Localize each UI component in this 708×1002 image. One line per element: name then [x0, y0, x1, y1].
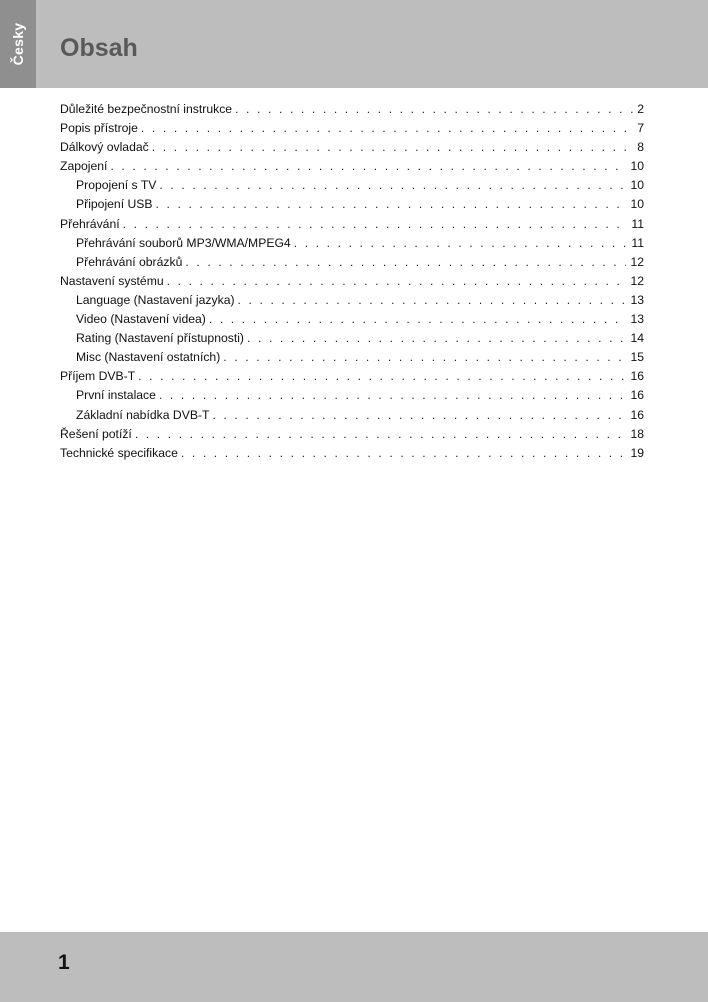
toc-dot-leader [185, 253, 626, 272]
toc-entry-title: Rating (Nastavení přístupnosti) [76, 331, 244, 346]
toc-entry[interactable] [60, 406, 644, 425]
toc-entry-page: 10 [630, 197, 644, 212]
toc-entry-title: Přehrávání obrázků [76, 254, 183, 269]
toc-entry-page: 19 [630, 445, 644, 460]
toc-entry-title: Důležité bezpečnostní instrukce [60, 102, 233, 116]
toc-dot-leader [159, 386, 627, 405]
toc-entry[interactable] [60, 176, 644, 195]
toc-entry-title: První instalace [76, 388, 156, 403]
toc-entry-page: 10 [630, 178, 644, 193]
toc-entry[interactable] [60, 195, 644, 214]
toc-entry-title: Řešení potíží [60, 426, 132, 441]
toc-dot-leader [181, 444, 627, 463]
page-number: 1 [58, 951, 70, 974]
toc-dot-leader [159, 176, 626, 195]
toc-entry-title: Popis přístroje [60, 121, 138, 136]
toc-dot-leader [156, 195, 627, 214]
toc-entry-page: 11 [631, 216, 644, 231]
toc-entry[interactable] [60, 425, 644, 444]
toc-entry-page: 12 [630, 273, 644, 288]
toc-entry-title: Dálkový ovladač [60, 140, 149, 155]
toc-entry-page: 10 [630, 159, 644, 174]
toc-dot-leader [138, 367, 626, 386]
toc-entry-title: Zapojení [60, 159, 108, 174]
toc-entry[interactable] [60, 272, 644, 291]
toc-entry-title: Language (Nastavení jazyka) [76, 292, 235, 307]
toc-entry[interactable] [60, 119, 644, 138]
toc-entry-page: 16 [630, 407, 644, 422]
toc-entry-page: 16 [630, 388, 644, 403]
toc-entry-title: Přehrávání [60, 216, 120, 231]
toc-entry-page: 18 [630, 426, 644, 441]
toc-entry[interactable] [60, 367, 644, 386]
toc-entry-page: 2 [637, 102, 644, 116]
toc-entry[interactable] [60, 386, 644, 405]
toc-entry-page: 11 [631, 235, 644, 250]
toc-dot-leader [212, 406, 626, 425]
toc-entry-title: Misc (Nastavení ostatních) [76, 350, 221, 365]
toc-dot-leader [247, 329, 626, 348]
toc-entry-page: 14 [630, 331, 644, 346]
toc-entry-title: Základní nabídka DVB-T [76, 407, 210, 422]
toc-entry[interactable] [60, 348, 644, 367]
toc-dot-leader [141, 119, 633, 138]
toc-dot-leader [235, 100, 633, 119]
toc-entry-title: Technické specifikace [60, 445, 178, 460]
toc-entry[interactable] [60, 234, 644, 253]
toc-dot-leader [135, 425, 627, 444]
toc-entry[interactable] [60, 215, 644, 234]
toc-dot-leader [123, 215, 628, 234]
toc-entry-page: 13 [630, 312, 644, 327]
toc-dot-leader [238, 291, 627, 310]
toc-dot-leader [209, 310, 627, 329]
toc-entry[interactable] [60, 329, 644, 348]
toc-entry-page: 8 [637, 140, 644, 155]
toc-entry[interactable] [60, 100, 644, 119]
toc-entry-page: 7 [637, 121, 644, 136]
toc-entry-title: Připojení USB [76, 197, 153, 212]
toc-entry-title: Video (Nastavení videa) [76, 312, 206, 327]
toc-dot-leader [294, 234, 628, 253]
toc-entry[interactable] [60, 157, 644, 176]
toc-entry[interactable] [60, 444, 644, 463]
toc-dot-leader [167, 272, 627, 291]
toc-entry[interactable] [60, 291, 644, 310]
toc-entry[interactable] [60, 138, 644, 157]
toc-entry-title: Nastavení systému [60, 273, 164, 288]
toc-entry-title: Přehrávání souborů MP3/WMA/MPEG4 [76, 235, 291, 250]
toc-entry-page: 13 [630, 292, 644, 307]
footer-band [0, 932, 708, 1002]
toc-dot-leader [110, 157, 626, 176]
language-tab [0, 0, 36, 88]
toc-dot-leader [223, 348, 626, 367]
toc-entry[interactable] [60, 310, 644, 329]
toc-dot-leader [152, 138, 633, 157]
toc-entry-title: Propojení s TV [76, 178, 157, 193]
toc-entry-title: Příjem DVB-T [60, 369, 136, 384]
toc-entry-page: 12 [630, 254, 644, 269]
page-title: Obsah [60, 34, 138, 62]
toc-entry-page: 15 [630, 350, 644, 365]
table-of-contents [60, 100, 644, 463]
language-tab-label: Česky [10, 22, 26, 66]
toc-entry[interactable] [60, 253, 644, 272]
toc-entry-page: 16 [630, 369, 644, 384]
